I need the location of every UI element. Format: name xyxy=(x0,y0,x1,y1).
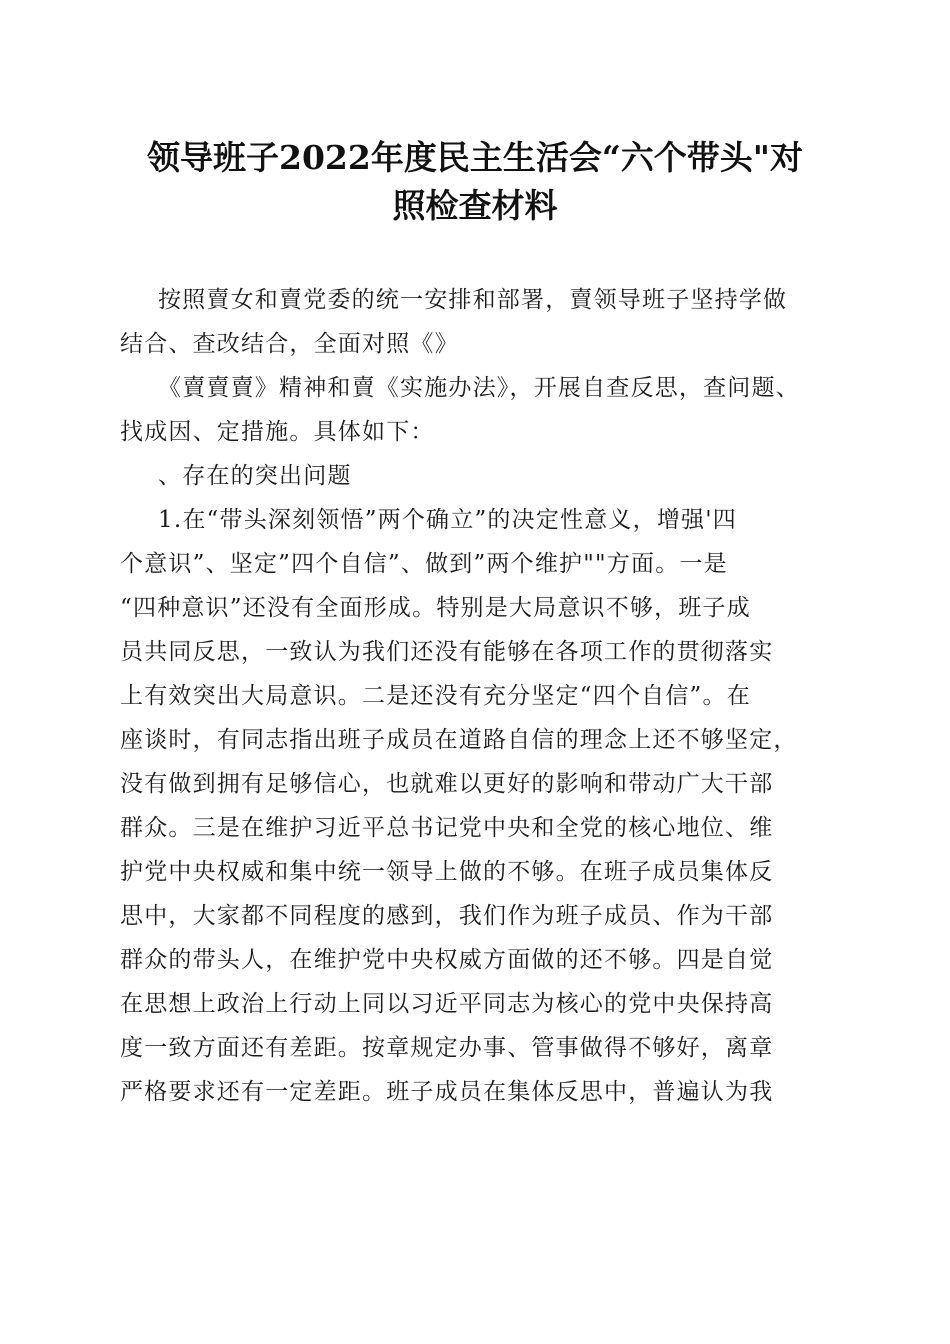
paragraph-line: “四种意识”还没有全面形成。特别是大局意识不够，班子成 xyxy=(120,595,751,621)
document-title-line-1: 领导班子2022年度民主生活会“六个带头"对 xyxy=(146,138,804,177)
paragraph-line: 结合、查改结合，全面对照《》 xyxy=(120,331,459,357)
document-title-line-2: 照检查材料 xyxy=(392,186,558,225)
paragraph-line: 1.在“带头深刻领悟”两个确立”的决定性意义，增强'四 xyxy=(158,507,737,533)
section-heading: 、存在的突出问题 xyxy=(158,463,352,489)
paragraph-line: 《賣賣賣》精神和賣《实施办法》，开展自查反思，查问题、 xyxy=(158,375,800,401)
paragraph-line: 群众的带头人，在维护党中央权威方面做的还不够。四是自觉 xyxy=(120,947,774,973)
paragraph-line: 没有做到拥有足够信心，也就难以更好的影响和带动广大干部 xyxy=(120,771,774,797)
paragraph-line: 度一致方面还有差距。按章规定办事、管事做得不够好，离章 xyxy=(120,1035,774,1061)
paragraph-line: 找成因、定措施。具体如下： xyxy=(120,419,435,445)
paragraph-line: 按照賣女和賣党委的统一安排和部署，賣领导班子坚持学做 xyxy=(158,287,788,313)
paragraph-line: 严格要求还有一定差距。班子成员在集体反思中，普遍认为我 xyxy=(120,1079,774,1105)
paragraph-line: 在思想上政治上行动上同以习近平同志为核心的党中央保持高 xyxy=(120,991,774,1017)
paragraph-line: 座谈时，有同志指出班子成员在道路自信的理念上还不够坚定， xyxy=(120,727,798,753)
paragraph-line: 思中，大家都不同程度的感到，我们作为班子成员、作为干部 xyxy=(120,903,774,929)
paragraph-line: 员共同反思，一致认为我们还没有能够在各项工作的贯彻落实 xyxy=(120,639,774,665)
paragraph-line: 护党中央权威和集中统一领导上做的不够。在班子成员集体反 xyxy=(120,859,774,885)
paragraph-line: 个意识”、坚定”四个自信”、做到”两个维护""方面。一是 xyxy=(120,551,728,577)
paragraph-line: 群众。三是在维护习近平总书记党中央和全党的核心地位、维 xyxy=(120,815,774,841)
paragraph-line: 上有效突出大局意识。二是还没有充分坚定“四个自信”。在 xyxy=(120,683,751,709)
